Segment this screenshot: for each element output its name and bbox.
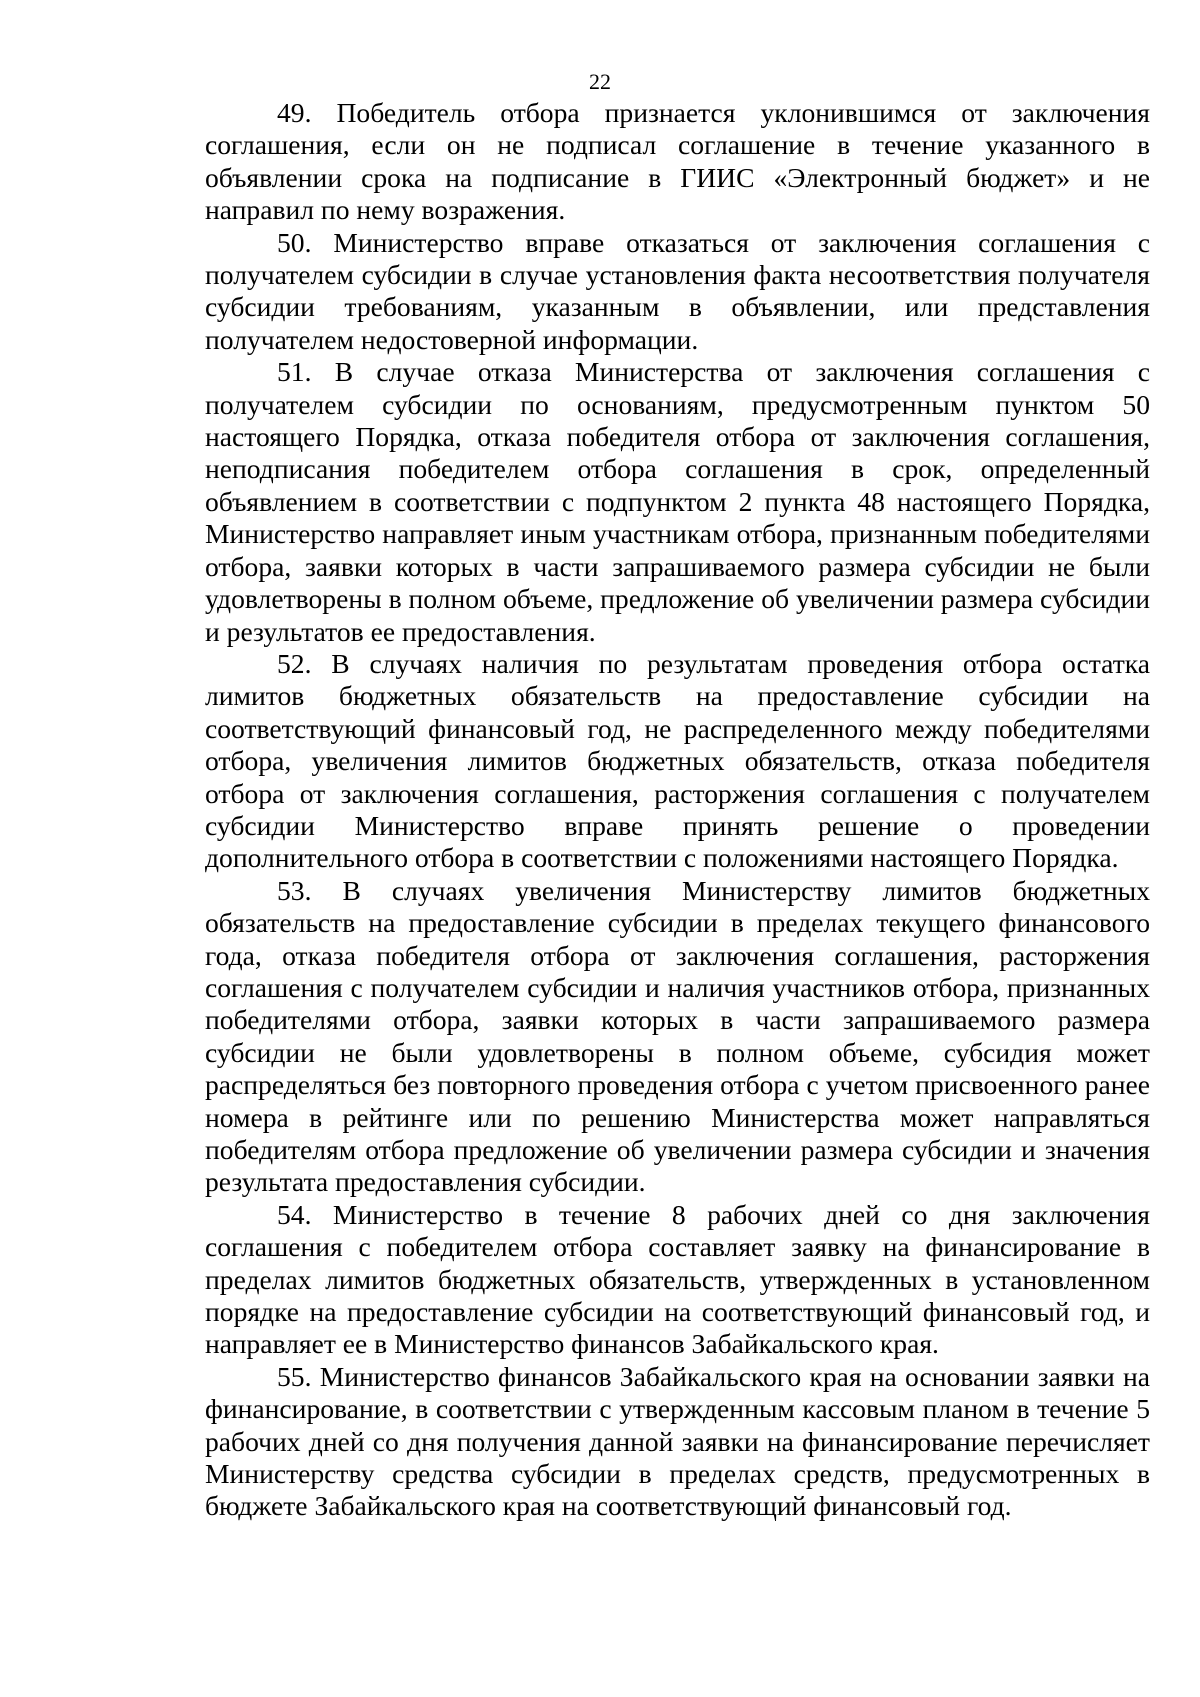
paragraph-55: 55. Министерство финансов Забайкальского края на основании заявки на финансирование, в соответствии с утвержденным кассовым планом в течение 5 рабочих дней со дня получения данной заявки на финансирование перечисляет Министерству средства субсидии в пределах средств, предусмотренных в бюджете Забайкальского края на соответствующий финансовый год. [205, 1360, 1150, 1522]
paragraph-50: 50. Министерство вправе отказаться от заключения соглашения с получателем субсидии в случае установления факта несоответствия получателя субсидии требованиям, указанным в объявлении, или представления получателем недостоверной информации. [205, 226, 1150, 355]
document-body [205, 97, 1150, 1523]
paragraph-52: 52. В случаях наличия по результатам проведения отбора остатка лимитов бюджетных обязательств на предоставление субсидии на соответствующий финансовый год, не распределенного между победителями отбора, увеличения лимитов бюджетных обязательств, отказа победителя отбора от заключения соглашения, расторжения соглашения с получателем субсидии Министерство вправе принять решение о проведении дополнительного отбора в соответствии с положениями настоящего Порядка. [205, 647, 1150, 874]
paragraph-49: 49. Победитель отбора признается уклонившимся от заключения соглашения, если он не подписал соглашение в течение указанного в объявлении срока на подписание в ГИИС «Электронный бюджет» и не направил по нему возражения. [205, 97, 1150, 226]
page-number: 22 [589, 69, 611, 94]
paragraph-51: 51. В случае отказа Министерства от заключения соглашения с получателем субсидии по основаниям, предусмотренным пунктом 50 настоящего Порядка, отказа победителя отбора от заключения соглашения, неподписания победителем отбора соглашения в срок, определенный объявлением в соответствии с подпунктом 2 пункта 48 настоящего Порядка, Министерство направляет иным участникам отбора, признанным победителями отбора, заявки которых в части запрашиваемого размера субсидии не были удовлетворены в полном объеме, предложение об увеличении размера субсидии и результатов ее предоставления. [205, 356, 1150, 647]
paragraph-54: 54. Министерство в течение 8 рабочих дней со дня заключения соглашения с победителем отбора составляет заявку на финансирование в пределах лимитов бюджетных обязательств, утвержденных в установленном порядке на предоставление субсидии на соответствующий финансовый год, и направляет ее в Министерство финансов Забайкальского края. [205, 1198, 1150, 1360]
paragraph-53: 53. В случаях увеличения Министерству лимитов бюджетных обязательств на предоставление субсидии в пределах текущего финансового года, отказа победителя отбора от заключения соглашения, расторжения соглашения с получателем субсидии и наличия участников отбора, признанных победителями отбора, заявки которых в части запрашиваемого размера субсидии не были удовлетворены в полном объеме, субсидия может распределяться без повторного проведения отбора с учетом присвоенного ранее номера в рейтинге или по решению Министерства может направляться победителям отбора предложение об увеличении размера субсидии и значения результата предоставления субсидии. [205, 874, 1150, 1198]
